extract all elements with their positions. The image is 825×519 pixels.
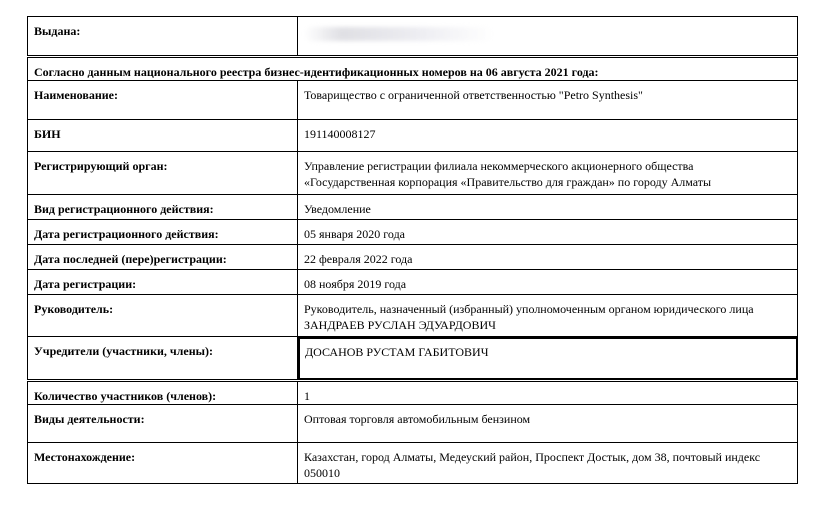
row-reg-date bbox=[28, 270, 798, 295]
row-bin bbox=[28, 120, 798, 152]
registering-body-label: Регистрирующий орган: bbox=[28, 152, 298, 195]
bin-label: БИН bbox=[28, 120, 298, 152]
head-label: Руководитель: bbox=[28, 295, 298, 337]
registry-header: Согласно данным национального реестра бизнес-идентификационных номеров на 06 августа 2021 года: bbox=[28, 58, 798, 81]
founders-value: ДОСАНОВ РУСТАМ ГАБИТОВИЧ bbox=[305, 345, 489, 359]
row-activity bbox=[28, 405, 798, 443]
redacted-value bbox=[304, 27, 494, 41]
location-line1: Казахстан, город Алматы, Медеуский район, Проспект Достык, дом 38, почтовый индекс bbox=[304, 450, 761, 464]
row-member-count bbox=[28, 382, 798, 405]
activity-value: Оптовая торговля автомобильным бензином bbox=[298, 405, 798, 443]
registering-body-value bbox=[298, 152, 798, 195]
founders-box bbox=[298, 337, 797, 379]
head-line1: Руководитель, назначенный (избранный) уполномоченным органом юридического лица bbox=[304, 302, 754, 316]
name-value: Товарищество с ограниченной ответственностью "Petro Synthesis" bbox=[298, 81, 798, 120]
head-line2: ЗАНДРАЕВ РУСЛАН ЭДУАРДОВИЧ bbox=[304, 318, 496, 332]
row-registering-body bbox=[28, 152, 798, 195]
name-label: Наименование: bbox=[28, 81, 298, 120]
row-registry-header bbox=[28, 58, 798, 81]
member-count-value: 1 bbox=[298, 382, 798, 405]
location-line2: 050010 bbox=[304, 466, 340, 480]
reg-action-date-value: 05 января 2020 года bbox=[298, 220, 798, 245]
row-location bbox=[28, 443, 798, 484]
row-founders bbox=[28, 337, 798, 380]
reg-action-type-value: Уведомление bbox=[298, 195, 798, 220]
row-head bbox=[28, 295, 798, 337]
row-last-rereg-date bbox=[28, 245, 798, 270]
reg-action-date-label: Дата регистрационного действия: bbox=[28, 220, 298, 245]
location-label: Местонахождение: bbox=[28, 443, 298, 484]
registering-body-line2: «Государственная корпорация «Правительство для граждан» по городу Алматы bbox=[304, 175, 712, 189]
last-rereg-date-value: 22 февраля 2022 года bbox=[298, 245, 798, 270]
registry-certificate bbox=[27, 16, 797, 484]
head-value bbox=[298, 295, 798, 337]
bin-value: 191140008127 bbox=[298, 120, 798, 152]
founders-label: Учредители (участники, члены): bbox=[28, 337, 298, 380]
member-count-label: Количество участников (членов): bbox=[28, 382, 298, 405]
reg-action-type-label: Вид регистрационного действия: bbox=[28, 195, 298, 220]
row-issued bbox=[28, 17, 798, 56]
reg-date-value: 08 ноября 2019 года bbox=[298, 270, 798, 295]
reg-date-label: Дата регистрации: bbox=[28, 270, 298, 295]
last-rereg-date-label: Дата последней (пере)регистрации: bbox=[28, 245, 298, 270]
row-reg-action-type bbox=[28, 195, 798, 220]
issued-label: Выдана: bbox=[28, 17, 298, 56]
issued-value bbox=[298, 17, 798, 56]
row-reg-action-date bbox=[28, 220, 798, 245]
registry-table bbox=[27, 16, 798, 484]
founders-cell bbox=[298, 337, 798, 380]
activity-label: Виды деятельности: bbox=[28, 405, 298, 443]
row-name bbox=[28, 81, 798, 120]
registering-body-line1: Управление регистрации филиала некоммерческого акционерного общества bbox=[304, 159, 694, 173]
location-value bbox=[298, 443, 798, 484]
